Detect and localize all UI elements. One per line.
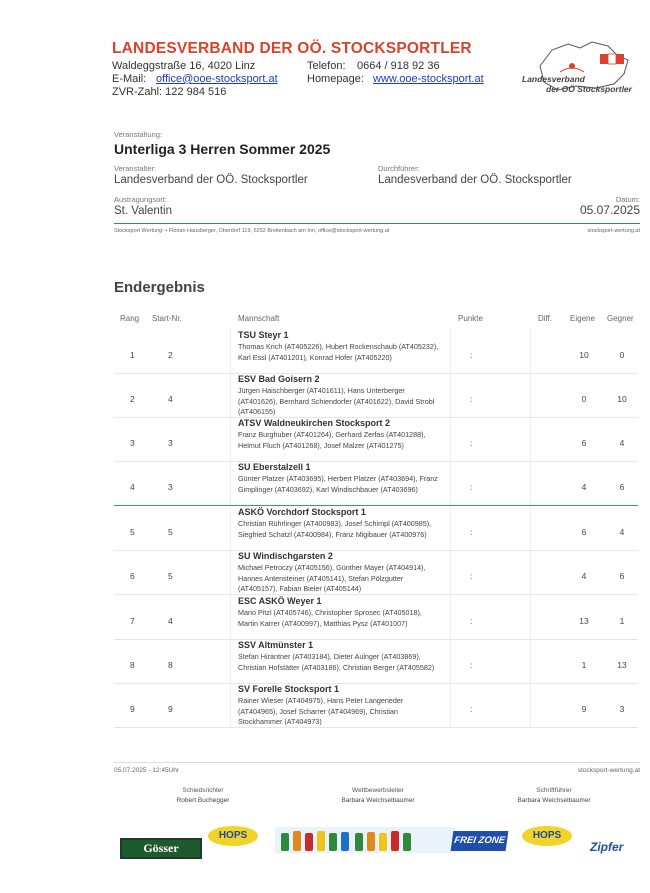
rank-cell: 8 xyxy=(130,660,135,670)
rank-cell: 5 xyxy=(130,527,135,537)
row-divider xyxy=(114,594,638,595)
date-value: 05.07.2025 xyxy=(579,203,640,217)
col-header-rank: Rang xyxy=(120,314,140,323)
signature-name-referee: Robert Buchegger xyxy=(176,797,230,804)
player-list: Christian Rührlinger (AT400983), Josef Schimpl (AT400985), Siegfried Schatzl (AT400984), Franz Migibauer (AT400976) xyxy=(238,519,432,539)
col-header-points: Punkte xyxy=(458,314,483,323)
player-list: Rainer Wieser (AT404975), Hans Peter Langeneder (AT404965), Josef Scharrer (AT404969), Christian Stockhammer (AT404973) xyxy=(238,696,404,727)
own-score-cell: 9 xyxy=(581,704,587,714)
player-list: Günter Platzer (AT403695), Herbert Platzer (AT403694), Franz Gimplinger (AT403692), Karl Windischbauer (AT403696) xyxy=(238,474,438,494)
row-divider xyxy=(114,373,638,374)
logo-text-line-1: Landesverband xyxy=(522,74,585,84)
venue-label: Austragungsort: xyxy=(114,195,167,204)
col-header-own: Eigene xyxy=(570,314,595,323)
start-number-cell: 9 xyxy=(168,704,173,714)
sponsor-logo-hops: HOPS xyxy=(208,826,258,846)
team-name: TSU Steyr 1 xyxy=(238,330,289,340)
row-divider xyxy=(114,505,638,506)
column-divider xyxy=(450,328,451,728)
start-number-cell: 4 xyxy=(168,616,173,626)
date-label: Datum: xyxy=(615,195,640,204)
sponsor-logo-zipfer: Zipfer xyxy=(590,840,624,854)
team-name: ASKÖ Vorchdorf Stocksport 1 xyxy=(238,507,366,517)
points-cell: : xyxy=(470,394,473,404)
opponent-score-cell: 6 xyxy=(619,482,625,492)
print-timestamp: 05.07.2025 - 12:45Uhr xyxy=(114,767,180,774)
points-cell: : xyxy=(470,350,473,360)
player-list: Franz Burghuber (AT401264), Gerhard Zerfas (AT401288), Helmut Fluch (AT401268), Josef Malzer (AT401275) xyxy=(238,430,426,450)
col-header-team: Mannschaft xyxy=(238,314,280,323)
email-label: E-Mail: xyxy=(112,73,147,85)
points-cell: : xyxy=(470,482,473,492)
rank-cell: 6 xyxy=(130,571,135,581)
header-divider xyxy=(114,223,640,224)
host-label: Durchführer: xyxy=(378,164,420,173)
player-list: Thomas Krich (AT405226), Hubert Rockenschaub (AT405232), Karl Essl (AT401201), Konrad Hofer (AT405220) xyxy=(238,342,439,362)
points-cell: : xyxy=(470,704,473,714)
row-divider xyxy=(114,639,638,640)
opponent-score-cell: 6 xyxy=(619,571,625,581)
points-cell: : xyxy=(470,660,473,670)
player-list: Stefan Hirantner (AT403184), Dieter Aulnger (AT403869), Christian Hofstätter (AT403186), Christian Berger (AT405582) xyxy=(238,652,435,672)
column-divider xyxy=(230,328,231,728)
rank-cell: 3 xyxy=(130,438,135,448)
team-name: SV Forelle Stocksport 1 xyxy=(238,684,340,694)
player-list: Jürgen Haischberger (AT401611), Hans Unterberger (AT401626), Bernhard Schiendorfer (AT401622), David Strobl (AT406155) xyxy=(238,386,435,417)
homepage-link[interactable]: www.ooe-stocksport.at xyxy=(373,73,484,85)
start-number-cell: 8 xyxy=(168,660,173,670)
team-name: SU Windischgarsten 2 xyxy=(238,551,333,561)
sponsor-logo-goesser: Gösser xyxy=(120,838,202,859)
signature-name-director: Barbara Weichselbaumer xyxy=(341,797,415,804)
opponent-score-cell: 13 xyxy=(617,660,627,670)
row-divider xyxy=(114,461,638,462)
organizer-label: Veranstalter: xyxy=(114,164,157,173)
section-title: Endergebnis xyxy=(114,279,205,296)
organizer-value: Landesverband der OÖ. Stocksportler xyxy=(114,174,308,186)
points-cell: : xyxy=(470,571,473,581)
rank-cell: 7 xyxy=(130,616,135,626)
team-name: ESV Bad Goisern 2 xyxy=(238,374,320,384)
event-title: Unterliga 3 Herren Sommer 2025 xyxy=(114,141,331,157)
rank-cell: 9 xyxy=(130,704,135,714)
team-name: SU Eberstalzell 1 xyxy=(238,462,311,472)
signature-name-recorder: Barbara Weichselbaumer xyxy=(517,797,591,804)
team-name: SSV Altmünster 1 xyxy=(238,640,314,650)
own-score-cell: 4 xyxy=(581,571,587,581)
opponent-score-cell: 4 xyxy=(619,438,625,448)
association-logo xyxy=(520,36,645,104)
footer-divider xyxy=(114,762,640,763)
start-number-cell: 5 xyxy=(168,527,173,537)
email-link[interactable]: office@ooe-stocksport.at xyxy=(156,73,278,85)
opponent-score-cell: 4 xyxy=(619,527,625,537)
col-header-start-no: Start-Nr. xyxy=(152,314,182,323)
signature-role-recorder: Schriftführer xyxy=(536,787,572,794)
points-cell: : xyxy=(470,527,473,537)
start-number-cell: 4 xyxy=(168,394,173,404)
opponent-score-cell: 3 xyxy=(619,704,625,714)
row-divider xyxy=(114,727,638,728)
phone-number: 0664 / 918 92 36 xyxy=(357,60,440,72)
address: Waldeggstraße 16, 4020 Linz xyxy=(112,60,256,72)
col-header-diff: Diff. xyxy=(538,314,553,323)
own-score-cell: 6 xyxy=(581,438,587,448)
signature-role-director: Wettbewerbsleiter xyxy=(352,787,404,794)
scoring-site: stocksport-wertung.at xyxy=(587,228,640,234)
points-cell: : xyxy=(470,438,473,448)
team-name: ATSV Waldneukirchen Stocksport 2 xyxy=(238,418,391,428)
opponent-score-cell: 1 xyxy=(619,616,625,626)
own-score-cell: 1 xyxy=(581,660,587,670)
player-list: Michael Petroczy (AT405156), Günther Mayer (AT404914), Hannes Antensteiner (AT405141), Stefan Pölzgutter (AT405157), Fabian Bieler (AT405144) xyxy=(238,563,426,594)
own-score-cell: 0 xyxy=(581,394,587,404)
row-divider xyxy=(114,683,638,684)
start-number-cell: 2 xyxy=(168,350,173,360)
rank-cell: 2 xyxy=(130,394,135,404)
player-list: Mario Pitzl (AT405746), Christopher Sprosec (AT405018), Martin Karrer (AT400997), Matthias Pysz (AT401007) xyxy=(238,608,422,628)
sponsor-bottles-image xyxy=(275,827,455,853)
rank-cell: 1 xyxy=(130,350,135,360)
zvr-number: ZVR-Zahl: 122 984 516 xyxy=(112,86,227,98)
own-score-cell: 10 xyxy=(579,350,589,360)
opponent-score-cell: 0 xyxy=(619,350,625,360)
points-cell: : xyxy=(470,616,473,626)
host-value: Landesverband der OÖ. Stocksportler xyxy=(378,174,572,186)
start-number-cell: 3 xyxy=(168,438,173,448)
own-score-cell: 13 xyxy=(579,616,589,626)
start-number-cell: 3 xyxy=(168,482,173,492)
col-header-opponent: Gegner xyxy=(607,314,634,323)
opponent-score-cell: 10 xyxy=(617,394,627,404)
event-label: Veranstaltung: xyxy=(114,130,162,139)
organization-name: LANDESVERBAND DER OÖ. STOCKSPORTLER xyxy=(112,40,472,57)
rank-cell: 4 xyxy=(130,482,135,492)
phone-label: Telefon: xyxy=(307,60,346,72)
column-divider xyxy=(530,328,531,728)
homepage-label: Homepage: xyxy=(307,73,364,85)
own-score-cell: 6 xyxy=(581,527,587,537)
sponsor-logo-hops-2: HOPS xyxy=(522,826,572,846)
logo-text-line-2: der OÖ Stocksportler xyxy=(546,84,632,94)
venue-value: St. Valentin xyxy=(114,205,172,217)
row-divider xyxy=(114,550,638,551)
footer-site: stocksport-wertung.at xyxy=(577,767,640,774)
sponsor-logo-freizone: FREI ZONE xyxy=(451,831,509,851)
start-number-cell: 5 xyxy=(168,571,173,581)
team-name: ESC ASKÖ Weyer 1 xyxy=(238,596,322,606)
signature-role-referee: Schiedsrichter xyxy=(182,787,224,794)
own-score-cell: 4 xyxy=(581,482,587,492)
scoring-credit: Stocksport Wertung: • Florian Hausberger, Oberdorf 119, 6252 Breitenbach am Inn, office@stocksport-wertung.at xyxy=(114,228,390,234)
